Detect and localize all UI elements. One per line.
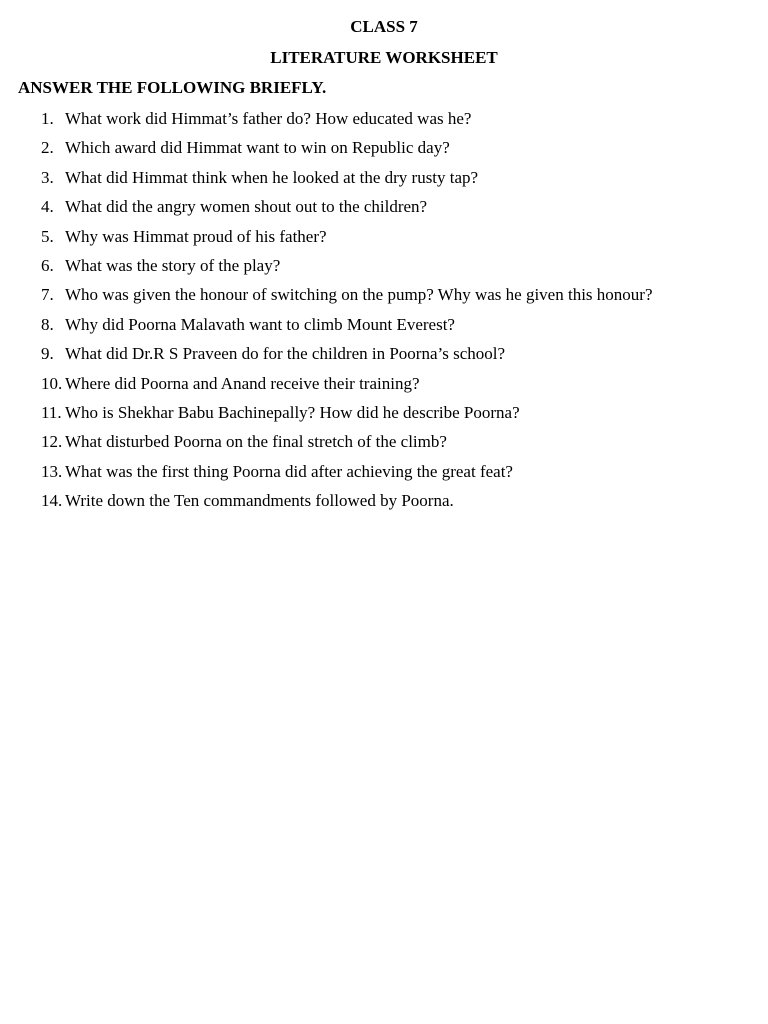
question-number: 10. bbox=[41, 373, 63, 393]
question-text: Who is Shekhar Babu Bachinepally? How did he describe Poorna? bbox=[65, 402, 520, 422]
question-item bbox=[0, 374, 768, 403]
question-item bbox=[0, 403, 768, 432]
question-number: 3. bbox=[41, 167, 54, 187]
question-item bbox=[0, 227, 768, 256]
question-item bbox=[0, 138, 768, 167]
question-number: 2. bbox=[41, 138, 54, 158]
question-number: 14. bbox=[41, 491, 63, 511]
question-number: 13. bbox=[41, 461, 63, 481]
question-number: 7. bbox=[41, 285, 54, 305]
question-item bbox=[0, 109, 768, 138]
question-item bbox=[0, 491, 768, 520]
question-item bbox=[0, 462, 768, 491]
question-text: What work did Himmat’s father do? How educated was he? bbox=[65, 109, 472, 128]
question-number: 5. bbox=[41, 226, 54, 246]
question-list bbox=[0, 109, 768, 520]
question-number: 8. bbox=[41, 314, 54, 334]
question-number: 11. bbox=[41, 402, 62, 422]
question-item bbox=[0, 344, 768, 373]
question-item bbox=[0, 285, 768, 314]
question-text: Write down the Ten commandments followed by Poorna. bbox=[65, 491, 454, 511]
question-text: What did Dr.R S Praveen do for the children in Poorna’s school? bbox=[65, 344, 506, 364]
question-text: Why did Poorna Malavath want to climb Mount Everest? bbox=[65, 314, 455, 334]
question-item bbox=[0, 256, 768, 285]
instruction-heading: ANSWER THE FOLLOWING BRIEFLY. bbox=[18, 78, 327, 97]
worksheet-title: LITERATURE WORKSHEET bbox=[270, 48, 498, 67]
question-text: Why was Himmat proud of his father? bbox=[65, 226, 327, 246]
question-text: What did the angry women shout out to the children? bbox=[65, 197, 428, 217]
question-text: What was the first thing Poorna did after achieving the great feat? bbox=[65, 461, 513, 481]
question-number: 12. bbox=[41, 432, 63, 452]
question-item bbox=[0, 315, 768, 344]
class-title: CLASS 7 bbox=[350, 17, 418, 36]
question-text: Where did Poorna and Anand receive their training? bbox=[65, 373, 420, 393]
question-text: What disturbed Poorna on the final stretch of the climb? bbox=[65, 432, 447, 452]
question-text: What was the story of the play? bbox=[65, 255, 281, 275]
question-number: 4. bbox=[41, 197, 54, 217]
question-text: Which award did Himmat want to win on Republic day? bbox=[65, 138, 450, 158]
question-number: 1. bbox=[41, 109, 54, 128]
question-item bbox=[0, 432, 768, 461]
question-item bbox=[0, 168, 768, 197]
question-item bbox=[0, 197, 768, 226]
question-number: 9. bbox=[41, 344, 54, 364]
question-text: Who was given the honour of switching on the pump? Why was he given this honour? bbox=[65, 285, 653, 305]
question-number: 6. bbox=[41, 255, 54, 275]
question-text: What did Himmat think when he looked at the dry rusty tap? bbox=[65, 167, 479, 187]
